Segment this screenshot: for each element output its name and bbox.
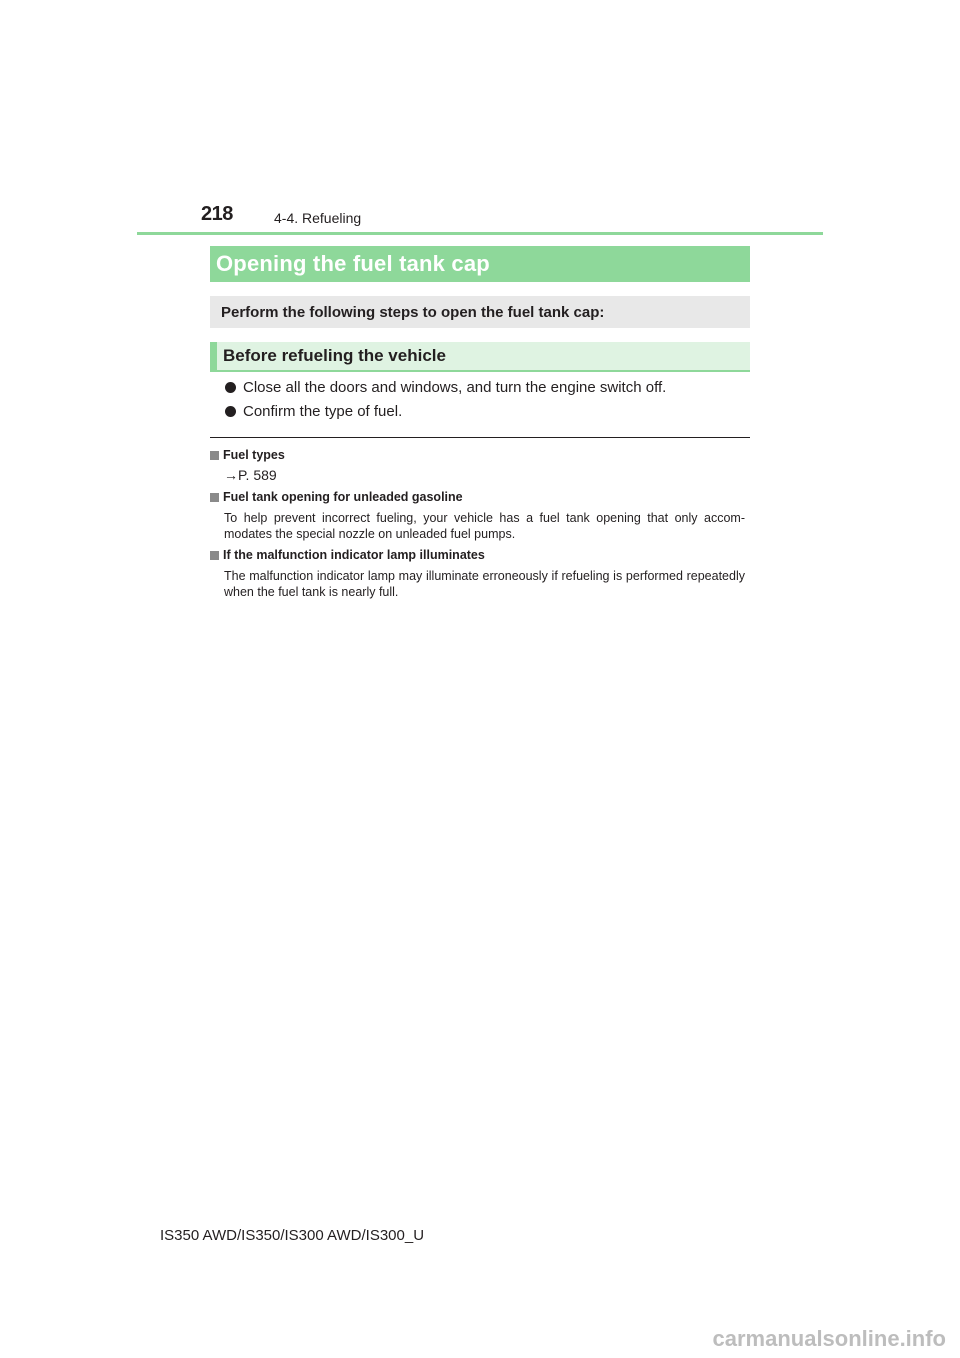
- note-heading-text: Fuel types: [223, 448, 285, 462]
- square-bullet-icon: [210, 493, 219, 502]
- list-item: [225, 379, 666, 396]
- list-item-text: Close all the doors and windows, and turn the engine switch off.: [243, 379, 667, 396]
- note-heading: [210, 448, 285, 462]
- page-number: 218: [201, 203, 233, 225]
- note-body: To help prevent incorrect fueling, your vehicle has a fuel tank opening that only accom-modates the special nozzle on unleaded fuel pumps.: [224, 511, 745, 541]
- section-title: 4-4. Refueling: [274, 210, 362, 226]
- list-item: [225, 403, 402, 420]
- note-heading: [210, 548, 485, 562]
- page-title: Opening the fuel tank cap: [216, 251, 490, 276]
- square-bullet-icon: [210, 451, 219, 460]
- watermark: carmanualsonline.info: [712, 1326, 946, 1351]
- note-heading-text: If the malfunction indicator lamp illuminates: [223, 548, 485, 562]
- note-heading: [210, 490, 463, 504]
- footer-model-label: IS350 AWD/IS350/IS300 AWD/IS300_U: [160, 1227, 425, 1244]
- bullet-icon: [225, 406, 236, 417]
- bullet-icon: [225, 382, 236, 393]
- intro-text: Perform the following steps to open the fuel tank cap:: [210, 296, 750, 328]
- note-body: The malfunction indicator lamp may illuminate erroneously if refueling is performed repeatedly when the fuel tank is nearly full.: [224, 569, 745, 599]
- square-bullet-icon: [210, 551, 219, 560]
- section-divider: [210, 437, 750, 438]
- page-reference-link[interactable]: →P. 589: [224, 467, 277, 483]
- page-title-bar: [210, 246, 750, 282]
- note-heading-text: Fuel tank opening for unleaded gasoline: [223, 490, 463, 504]
- subsection-title: Before refueling the vehicle: [210, 342, 750, 372]
- header-divider: [137, 232, 823, 235]
- list-item-text: Confirm the type of fuel.: [243, 403, 403, 420]
